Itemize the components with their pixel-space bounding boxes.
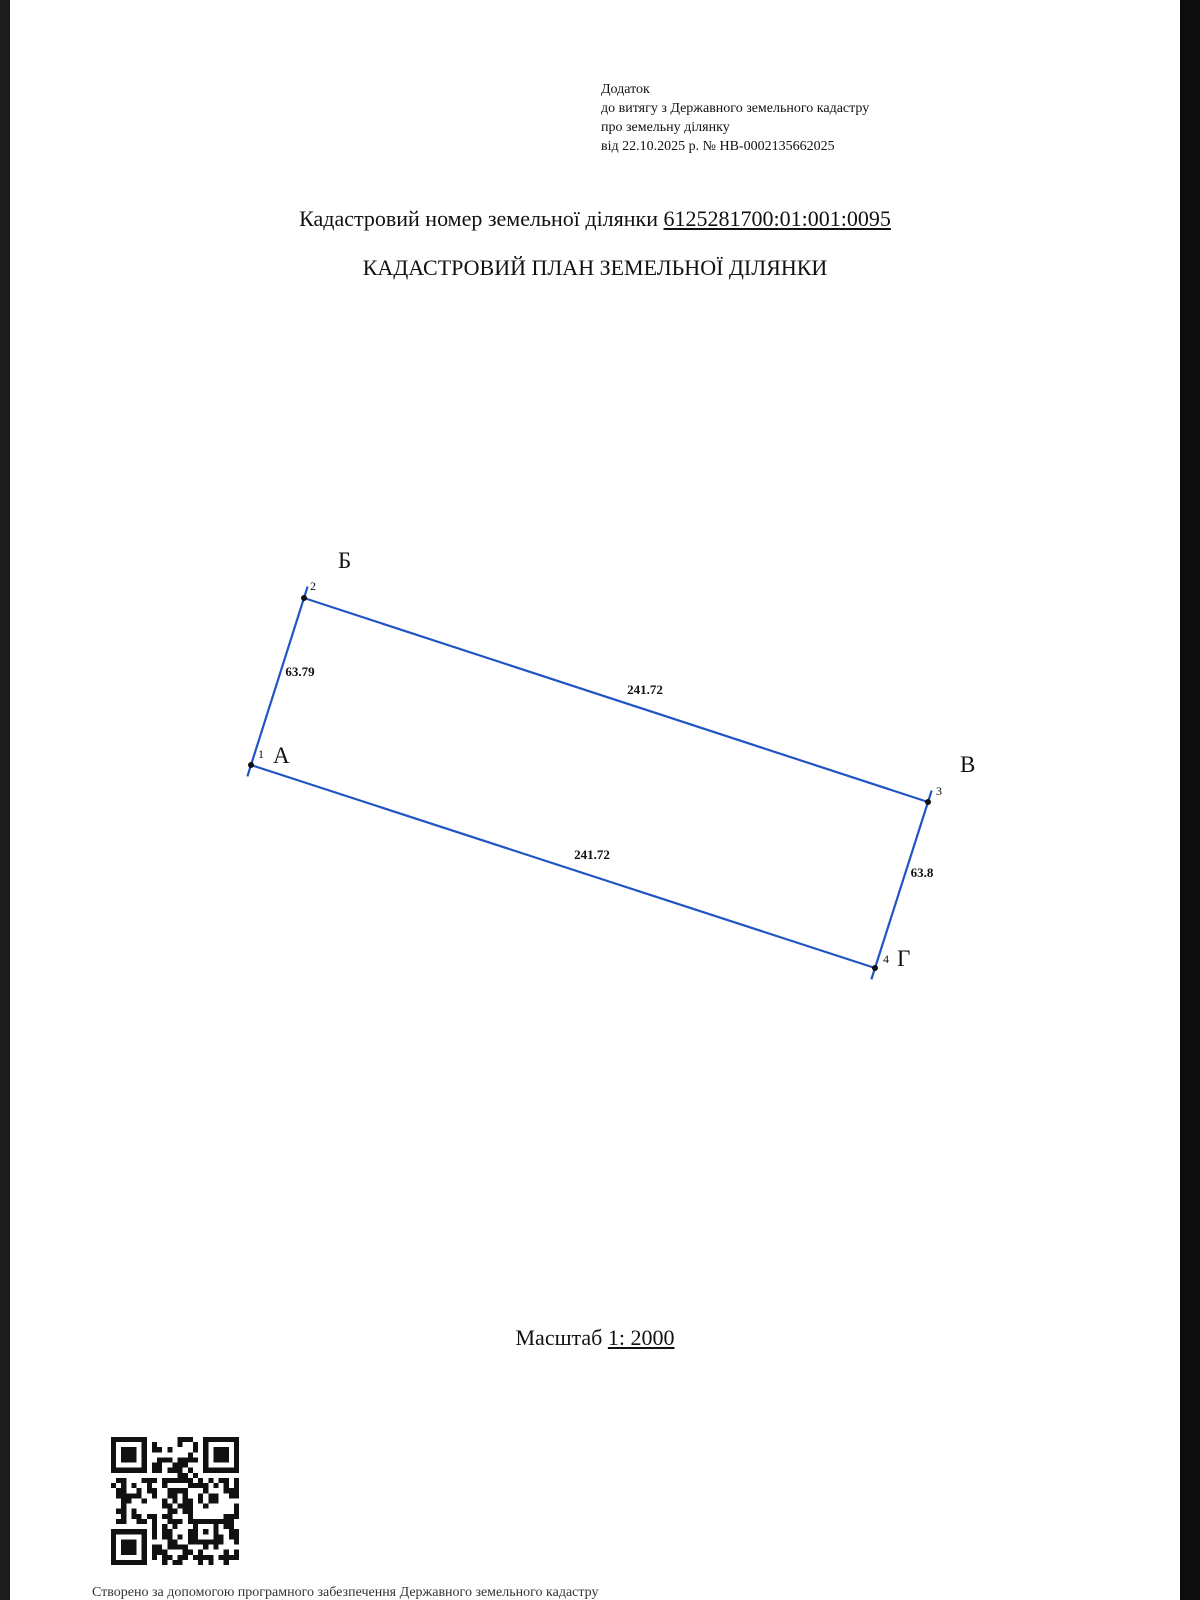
cadastral-number-value: 6125281700:01:001:0095 <box>663 206 891 231</box>
appendix-line-4: від 22.10.2025 р. № НВ-0002135662025 <box>601 139 835 154</box>
side-length-label: 63.79 <box>285 664 315 679</box>
vertex-number-1: 1 <box>258 747 264 761</box>
footer-note: Створено за допомогою програмного забезпечення Державного земельного кадастру <box>92 1585 599 1600</box>
plan-title: КАДАСТРОВИЙ ПЛАН ЗЕМЕЛЬНОЇ ДІЛЯНКИ <box>362 255 828 280</box>
vertex-4 <box>872 965 878 971</box>
vertex-letter-3: В <box>960 752 976 777</box>
appendix-line-2: до витягу з Державного земельного кадастру <box>601 101 870 116</box>
vertex-letter-1: А <box>273 743 290 768</box>
vertex-2 <box>301 595 307 601</box>
vertex-3 <box>925 799 931 805</box>
appendix-line-3: про земельну ділянку <box>601 120 730 135</box>
scale-label: Масштаб <box>515 1325 603 1350</box>
parcel-side-3-4 <box>875 802 928 968</box>
side-length-label: 63.8 <box>910 865 934 880</box>
scale-value: 1: 2000 <box>607 1325 675 1350</box>
vertex-1 <box>248 762 254 768</box>
vertex-letter-4: Г <box>897 946 911 971</box>
vertex-number-2: 2 <box>310 579 316 593</box>
vertex-letter-2: Б <box>338 548 352 573</box>
cadastral-number-label: Кадастровий номер земельної ділянки <box>299 206 659 231</box>
vertex-number-4: 4 <box>883 952 889 966</box>
vertex-number-3: 3 <box>936 784 942 798</box>
parcel-side-2-3 <box>304 598 928 802</box>
parcel-side-4-1 <box>251 765 875 968</box>
side-length-label: 241.72 <box>627 682 663 697</box>
appendix-line-1: Додаток <box>601 82 650 97</box>
side-length-label: 241.72 <box>574 847 610 862</box>
parcel-side-1-2 <box>251 598 304 765</box>
